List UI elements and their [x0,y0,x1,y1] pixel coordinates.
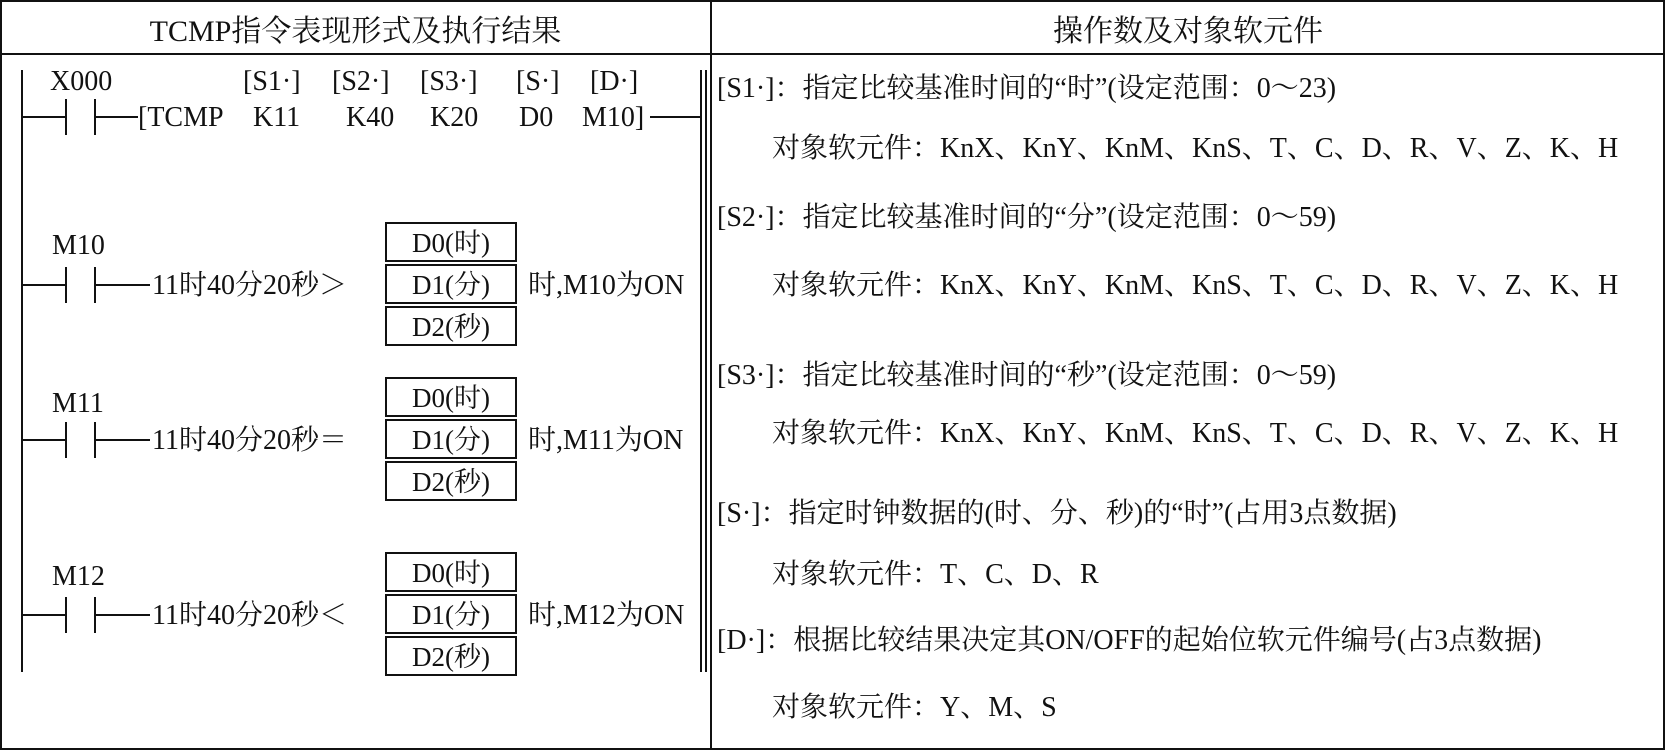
operand-m10: M10] [582,102,645,133]
operand-s2-devices: 对象软元件：KnX、KnY、KnM、KnS、T、C、D、R、V、Z、K、H [772,270,1619,301]
register-box-second: D2(秒) [385,306,517,346]
register-box-hour: D0(时) [385,222,517,262]
operand-label-s1: [S1·] [243,66,301,97]
result-m10: 时,M10为ON [528,270,685,301]
register-box-hour: D0(时) [385,552,517,592]
register-box-minute: D1(分) [385,264,517,304]
register-box-hour: D0(时) [385,377,517,417]
register-box-minute: D1(分) [385,419,517,459]
instruction-name: [TCMP [138,102,224,133]
register-box-minute: D1(分) [385,594,517,634]
condition-m12: 11时40分20秒＜ [152,600,347,631]
contact-label-x000: X000 [50,66,113,97]
register-box-second: D2(秒) [385,461,517,501]
operand-s2-description: [S2·]：指定比较基准时间的“分”(设定范围：0～59) [717,202,1337,233]
operand-label-s2: [S2·] [332,66,390,97]
operand-label-d: [D·] [590,66,639,97]
operand-d-devices: 对象软元件：Y、M、S [772,692,1057,723]
operand-k20: K20 [430,102,479,133]
result-m11: 时,M11为ON [528,425,684,456]
register-box-second: D2(秒) [385,636,517,676]
rung-m10 [22,267,150,303]
operand-k11: K11 [253,102,301,133]
operand-label-s3: [S3·] [420,66,478,97]
condition-m11: 11时40分20秒＝ [152,425,347,456]
coil-label-m10: M10 [52,230,105,261]
operand-d0: D0 [519,102,554,133]
operand-s-devices: 对象软元件：T、C、D、R [772,559,1099,590]
operand-d-description: [D·]：根据比较结果决定其ON/OFF的起始位软元件编号(占3点数据) [717,625,1542,656]
header-left: TCMP指令表现形式及执行结果 [149,15,562,48]
result-m12: 时,M12为ON [528,600,685,631]
header-right: 操作数及对象软元件 [1053,15,1323,48]
operand-k40: K40 [346,102,395,133]
condition-m10: 11时40分20秒＞ [152,270,347,301]
rung-m11 [22,422,150,458]
rung-m12 [22,597,150,633]
coil-label-m11: M11 [52,388,104,419]
operand-label-s: [S·] [516,66,560,97]
operand-s3-devices: 对象软元件：KnX、KnY、KnM、KnS、T、C、D、R、V、Z、K、H [772,418,1619,449]
operand-s1-devices: 对象软元件：KnX、KnY、KnM、KnS、T、C、D、R、V、Z、K、H [772,133,1619,164]
coil-label-m12: M12 [52,561,105,592]
operand-s-description: [S·]：指定时钟数据的(时、分、秒)的“时”(占用3点数据) [717,498,1397,529]
operand-s3-description: [S3·]：指定比较基准时间的“秒”(设定范围：0～59) [717,360,1337,391]
operand-s1-description: [S1·]：指定比较基准时间的“时”(设定范围：0～23) [717,73,1337,104]
